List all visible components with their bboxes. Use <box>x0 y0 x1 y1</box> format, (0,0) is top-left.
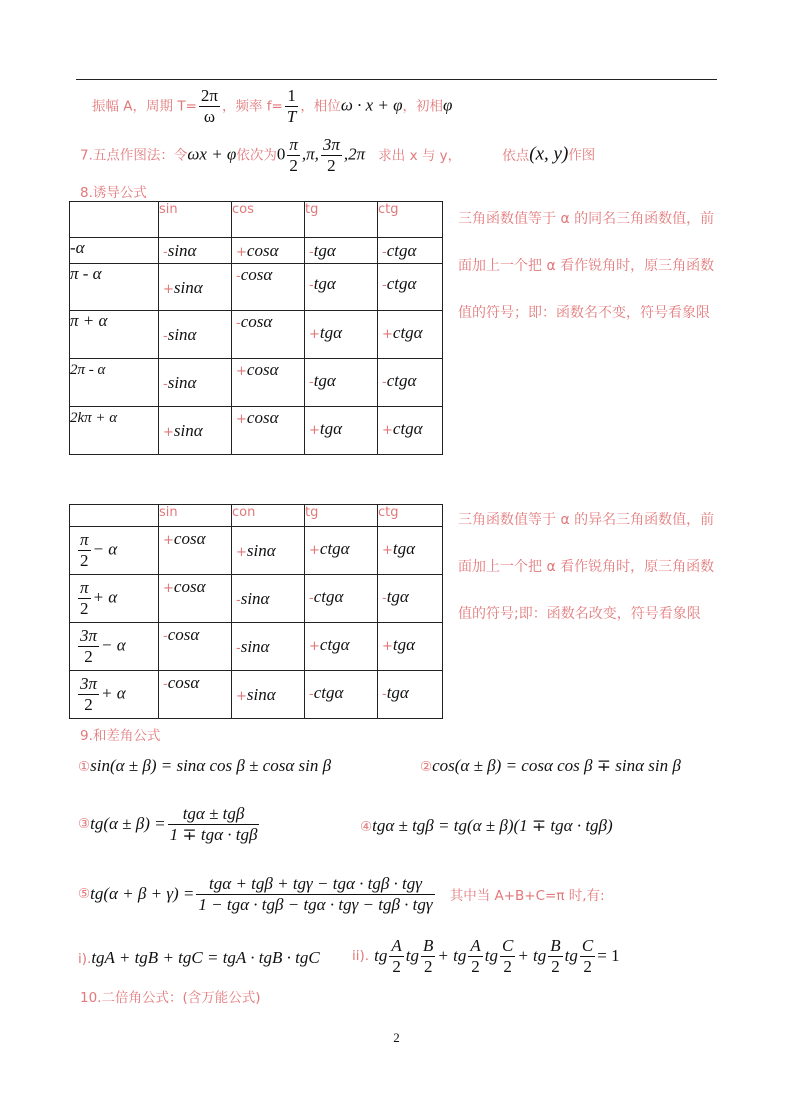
table2-note: 三角函数值等于 α 的异名三角函数值，前面加上一个把 α 看作锐角时，原三角函数值的符号;即：函数名改变，符号看象限 <box>458 512 715 622</box>
formula-2: ②cos(α ± β) = cosα cos β ∓ sinα sin β <box>420 756 681 775</box>
three-pi-half-fraction: $\frac{3\pi}{2}$ <box>322 135 340 175</box>
formula-5: ⑤tg(α + β + γ) = $\frac{\text{tgα + tgβ + tgγ − tgα · tgβ · tgγ}}{\text{1 − tgα · tgβ − tgα · tgγ − tgβ · tgγ}}$ 其中当 A+B+C=π 时,有: <box>78 874 605 914</box>
section-8-title: 8.诱导公式 <box>80 185 147 201</box>
t1-header-tg: tg <box>305 202 378 238</box>
table-row: $\frac{\pi}{2}$ + α +cosα -sinα -ctgα -tgα <box>70 575 443 623</box>
t2-header-ctg: ctg <box>378 505 443 527</box>
amplitude-line: 振幅 A，周期 T= $\frac{2\pi}{\omega}$ ，频率 f= $\frac{1}{T}$ ，相位ω · x + φ，初相φ <box>92 86 453 126</box>
t1-header-cos: cos <box>232 202 305 238</box>
row-label: $\frac{\pi}{2}$ + α <box>70 575 159 623</box>
t1-header-ctg: ctg <box>378 202 443 238</box>
table-row: $\frac{\pi}{2}$ − α +cosα +sinα +ctgα +tgα <box>70 527 443 575</box>
induction-table-2 <box>69 504 443 719</box>
formula-4: ④tgα ± tgβ = tg(α ± β)(1 ∓ tgα · tgβ) <box>360 816 613 835</box>
table1-note: 三角函数值等于 α 的同名三角函数值，前面加上一个把 α 看作锐角时，原三角函数值的符号；即：函数名不变，符号看象限 <box>458 211 715 321</box>
row-label: π - α <box>70 264 159 311</box>
row-label: -α <box>70 238 159 264</box>
page-number: 2 <box>393 1030 400 1045</box>
table-row: 2π - α -sinα +cosα -tgα -ctgα <box>70 359 443 407</box>
t2-header-tg: tg <box>305 505 378 527</box>
row-label: $\frac{3\pi}{2}$ + α <box>70 671 159 719</box>
table-row: -α -sinα +cosα -tgα -ctgα <box>70 238 443 264</box>
table-row: 2kπ + α +sinα +cosα +tgα +ctgα <box>70 407 443 455</box>
table-row: π - α +sinα -cosα -tgα -ctgα <box>70 264 443 311</box>
table-row: π + α -sinα -cosα +tgα +ctgα <box>70 311 443 359</box>
table-row: $\frac{3\pi}{2}$ − α -cosα -sinα +ctgα +tgα <box>70 623 443 671</box>
t2-header-con: con <box>232 505 305 527</box>
pi-half-fraction: $\frac{\pi}{2}$ <box>289 135 298 175</box>
t2-header-sin: sin <box>159 505 232 527</box>
formula-i: i).tgA + tgB + tgC = tgA · tgB · tgC <box>78 948 320 967</box>
section-9-title: 9.和差角公式 <box>80 728 161 744</box>
formula-1: ①sin(α ± β) = sinα cos β ± cosα sin β <box>78 756 332 775</box>
table-row: $\frac{3\pi}{2}$ + α -cosα +sinα -ctgα -tgα <box>70 671 443 719</box>
induction-table-1 <box>69 201 443 455</box>
five-point-line: 7.五点作图法：令ωx + φ依次为0 $\frac{\pi}{2}$ ,π, $\frac{3\pi}{2}$ ,2π 求出 x 与 y， 依点(x, y)作图 <box>80 135 596 175</box>
row-label: $\frac{\pi}{2}$ − α <box>70 527 159 575</box>
row-label: 2kπ + α <box>70 407 159 455</box>
header-rule <box>76 79 717 80</box>
t1-header-sin: sin <box>159 202 232 238</box>
formula-3: ③tg(α ± β) = $\frac{\text{tgα ± tgβ}}{\text{1 ∓ tgα · tgβ}}$ <box>78 804 258 844</box>
row-label: π + α <box>70 311 159 359</box>
frequency-fraction: $\frac{1}{T}$ <box>286 86 297 126</box>
section-10-title: 10.二倍角公式：(含万能公式) <box>80 990 261 1006</box>
row-label: 2π - α <box>70 359 159 407</box>
row-label: $\frac{3\pi}{2}$ − α <box>70 623 159 671</box>
period-fraction: $\frac{2\pi}{\omega}$ <box>200 86 218 126</box>
formula-ii: ii). tg $\frac{A}{2}$ tg $\frac{B}{2}$ + tg $\frac{A}{2}$ tg $\frac{C}{2}$ + tg $\frac{B}{2}$ tg $\frac{C}{2}$ = 1 <box>352 936 620 976</box>
